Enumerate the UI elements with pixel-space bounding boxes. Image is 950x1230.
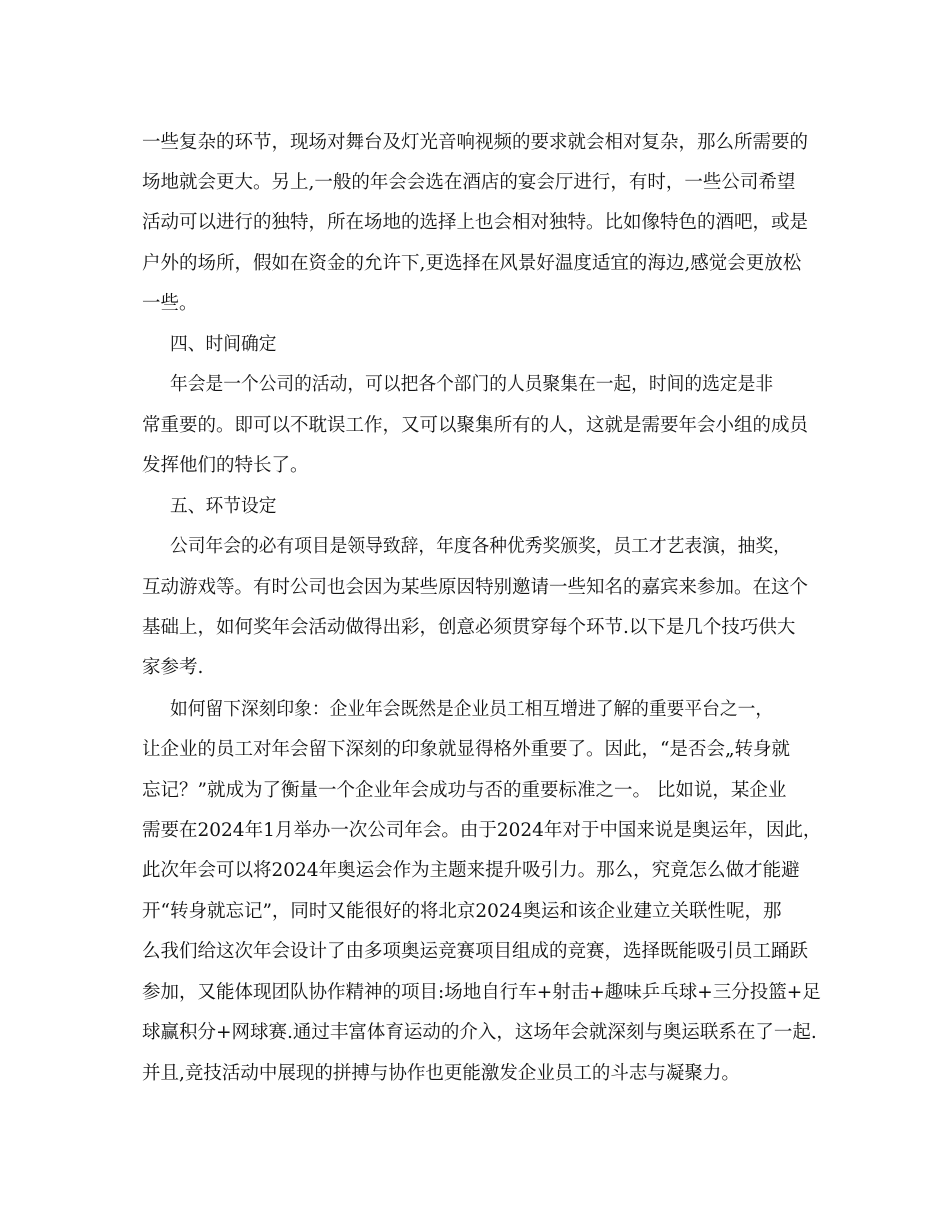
text-line: 么我们给这次年会设计了由多项奥运竞赛项目组成的竞赛，选择既能吸引员工踊跃: [142, 941, 809, 962]
text-line: 参加，又能体现团队协作精神的项目:场地自行车+射击+趣味乒乓球+三分投篮+足: [142, 982, 821, 1003]
paragraph-first-line: 如何留下深刻印象：企业年会既然是企业员工相互增进了解的重要平台之一，: [170, 699, 774, 720]
text-line: 并且,竞技活动中展现的拼搏与协作也更能激发企业员工的斗志与凝聚力。: [142, 1063, 740, 1084]
paragraph-first-line: 年会是一个公司的活动，可以把各个部门的人员聚集在一起，时间的选定是非: [170, 374, 774, 395]
text-line: 球赢积分+网球赛.通过丰富体育运动的介入，这场年会就深刻与奥运联系在了一起.: [142, 1022, 817, 1043]
paragraph-first-line: 公司年会的必有项目是领导致辞，年度各种优秀奖颁奖，员工才艺表演，抽奖，: [170, 536, 791, 557]
text-line: 让企业的员工对年会留下深刻的印象就显得格外重要了。因此，“是否会„转身就: [142, 739, 791, 760]
text-line: 忘记？”就成为了衡量一个企业年会成功与否的重要标准之一。 比如说，某企业: [142, 780, 787, 801]
text-line: 需要在2024年1月举办一次公司年会。由于2024年对于中国来说是奥运年，因此，: [142, 820, 822, 841]
section-heading: 五、环节设定: [170, 496, 277, 517]
text-line: 开“转身就忘记”，同时又能很好的将北京2024奥运和该企业建立关联性呢，那: [142, 901, 782, 922]
text-line: 此次年会可以将2024年奥运会作为主题来提升吸引力。那么，究竟怎么做才能避: [142, 860, 800, 881]
text-line: 发挥他们的特长了。: [142, 455, 309, 476]
text-line: 常重要的。即可以不耽误工作，又可以聚集所有的人，这就是需要年会小组的成员: [142, 415, 809, 436]
text-line: 一些。: [142, 293, 198, 314]
text-line: 场地就会更大。另上,一般的年会会选在酒店的宴会厅进行，有时，一些公司希望: [142, 172, 796, 193]
text-line: 家参考.: [142, 657, 204, 678]
text-line: 基础上，如何奖年会活动做得出彩，创意必须贯穿每个环节.以下是几个技巧供大: [142, 617, 796, 638]
text-line: 一些复杂的环节，现场对舞台及灯光音响视频的要求就会相对复杂，那么所需要的: [142, 132, 809, 153]
text-line: 活动可以进行的独特，所在场地的选择上也会相对独特。比如像特色的酒吧，或是: [142, 212, 809, 233]
text-line: 互动游戏等。有时公司也会因为某些原因特别邀请一些知名的嘉宾来参加。在这个: [142, 577, 809, 598]
text-line: 户外的场所，假如在资金的允许下,更选择在风景好温度适宜的海边,感觉会更放松: [142, 253, 802, 274]
section-heading: 四、时间确定: [170, 334, 277, 355]
